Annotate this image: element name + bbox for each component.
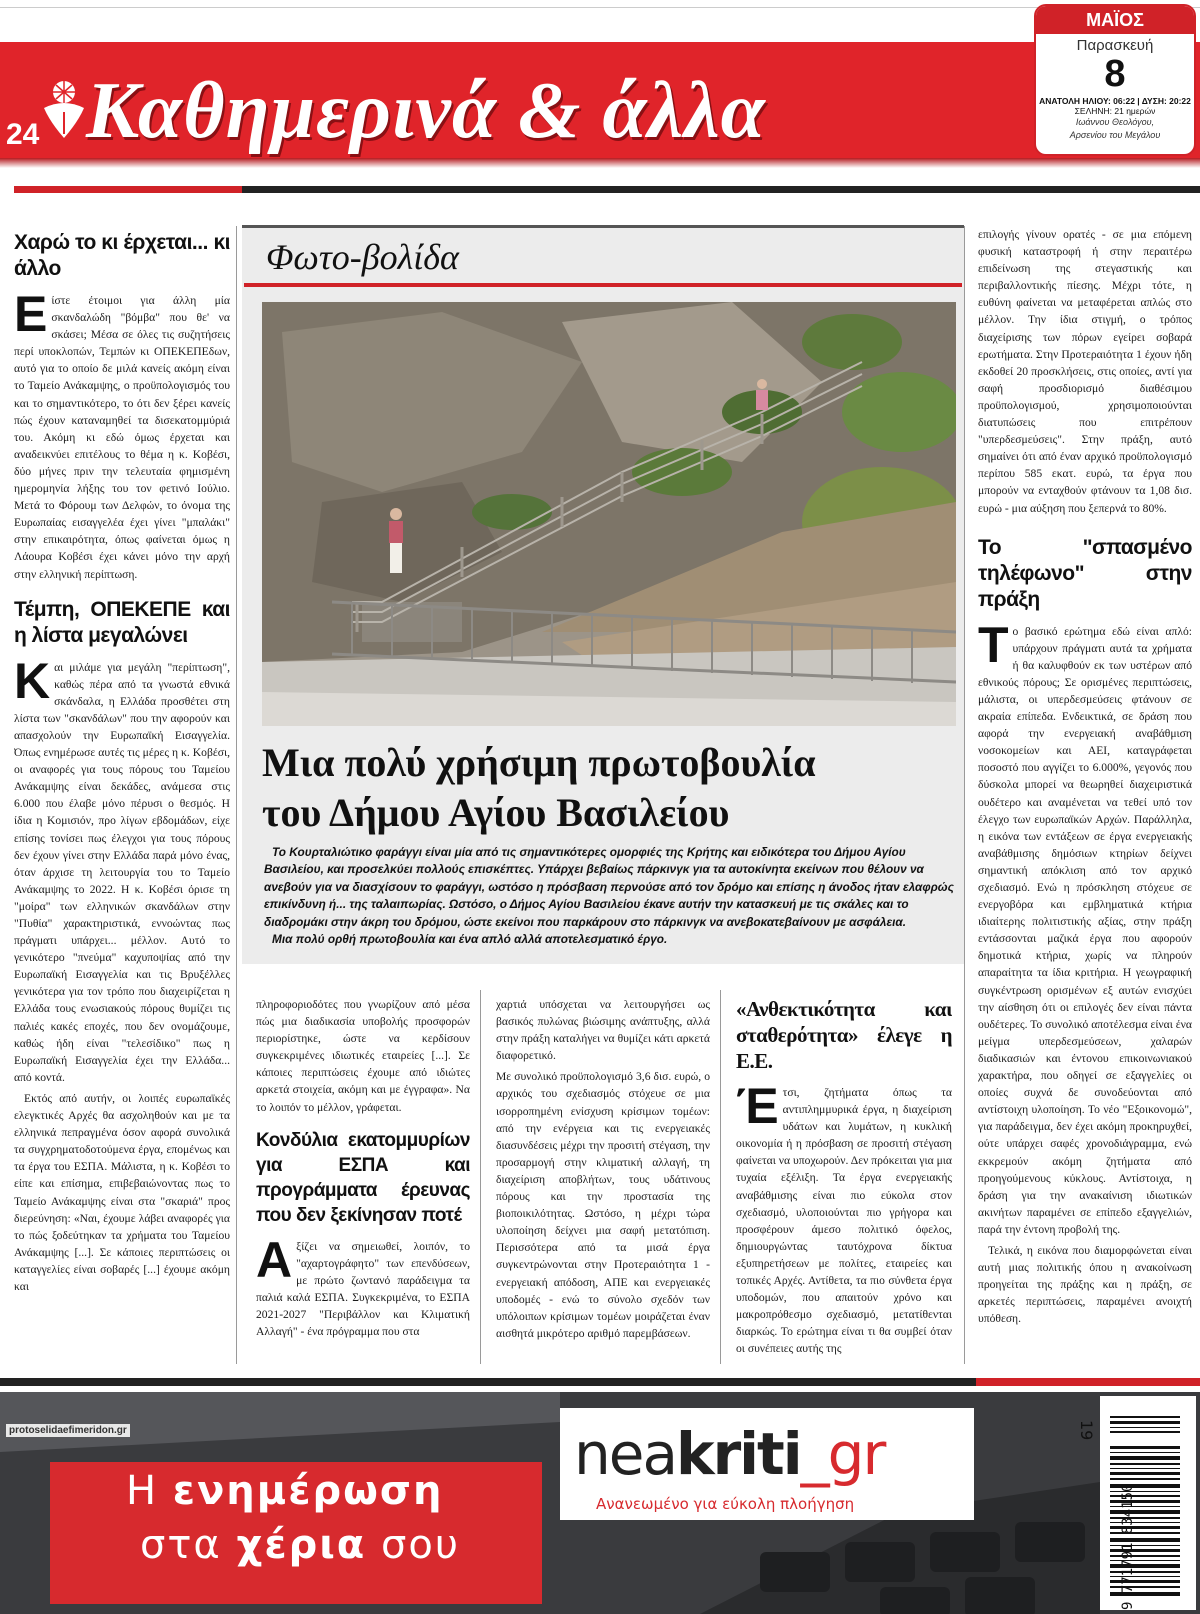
feature-lead: [264, 844, 958, 948]
column-b-heading: Κονδύλια εκατομμυρίων για ΕΣΠΑ και προγράμματα έρευνας που δεν ξεκίνησαν ποτέ: [256, 1129, 470, 1226]
column-divider: [720, 990, 721, 1364]
column-c-para-2: Με συνολικό προϋπολογισμό 3,6 δισ. ευρώ, ο αρχικός του σχεδιασμός στόχευε σε μια ισορροπημένη ενίσχυση κρίσιμων τομέων: από την ενέργεια και τις ενεργειακές διασυνδέσεις μέχρι την προσιτή στέγαση, την προσαρμογή στην κλιματική αλλαγή, τη διαχείριση αποβλήτων, τους υδάτινους πόρους και την προστασία της βιοποικιλότητας. Ωστόσο, η μέχρι τώρα υλοποίηση δείχνει μια σαφή μετατόπιση. Περισσότερα από τα μισά έργα συγκεντρώνονται στην Προτεραιότητα 1 - ενεργειακή απόδοση, ΑΠΕ και ενεργειακές υποδομές - ενώ το σύνολο σχεδόν των υπόλοιπων κρίσιμων τομέων μοιράζεται έναν αισθητά μικρότερο αριθμό παρεμβάσεων.: [496, 1070, 710, 1340]
page-number: 24: [6, 118, 40, 151]
column-c-para-1: χαρτιά υπόσχεται να λειτουργήσει ως βασικός πυλώνας βιώσιμης ανάπτυξης, αλλά στην πράξη καταλήγει να θυμίζει κάτι αρκετά διαφορετικό.: [496, 998, 710, 1063]
dropcap: Ε: [14, 286, 48, 342]
top-strip: [0, 0, 1200, 8]
date-saints-1: Ιωάννου Θεολόγου,: [1075, 117, 1155, 127]
dropcap: Έ: [736, 1078, 779, 1134]
feature-kicker: Φωτο-βολίδα: [266, 237, 459, 277]
left-para-1: Είστε έτοιμοι για άλλη μία σκανδαλώδη "βόμβα" που θε' να σκάσει; Μέσα σε όλες τις συζητήσεις περί υποκλοπών, Τεμπών κι ΟΠΕΚΕΠΕδων, αυτό για το οποίο δε μιλά κανείς ακόμη είναι το Ταμείο Ανάκαμψης, ο προϋπολογισμός του και το σημαντικότερο, το ότι δεν ξέρει κανείς πώς έχουν καταναμηθεί τα δισεκατομμύριά του. Ακόμη κι εδώ όμως έρχεται και αναδεικνύει επιτέλους το θέμα η κ. Κοβέσι, δύο μήνες πριν την τελευταία φημισμένη ημερομηνία λήξης του τον φετινό Ιούλιο. Μετά το Φόρουμ των Δελφών, το όνομα της Ευρωπαίας εισαγγελέα έχει γίνει "μπαλάκι" στην επικαιρότητα, όπως φαίνεται όμως η Λάουρα Κοβέσι έχει κάνει μόνο την αρχή στην ελληνική περίπτωση.: [14, 286, 230, 581]
right-column: [978, 226, 1192, 1364]
left-heading-1: Χαρώ το κι έρχεται... κι άλλο: [14, 231, 230, 280]
column-b: [256, 996, 470, 1364]
feature-kicker-rule: [244, 283, 962, 287]
left-column: [14, 226, 230, 1362]
right-para-1: επιλογής γίνουν ορατές - σε μια επόμενη φυσική καταστροφή ή στην περαιτέρω επιδείνωση της στεγαστικής και περιβαλλοντικής πίεσης. Μέχρι τότε, η ευθύνη φαίνεται να μεταφέρεται απλώς στο μέλλον. Την ίδια στιγμή, ο τρόπος διαχείρισης των πόρων εγείρει σοβαρά ερωτήματα. Στην Προτεραιότητα 1 έχουν ήδη εκδοθεί 20 προσκλήσεις, στις οποίες, αντί για σαφή προσδιορισμό διαθέσιμου προϋπολογισμού, χρησιμοποιούνται διατυπώσεις που επιτρέπουν "υπερδεσμεύσεις". Στην πράξη, αυτό σημαίνει ότι από έναν αρχικό προϋπολογισμό περίπου 585 εκατ. ευρώ, τα έργα που μπορούν να ενταχθούν φτάνουν τα 1,08 δισ. ευρώ - μια αύξηση που ξεπερνά το 80%.: [978, 228, 1192, 515]
date-weekday: Παρασκευή: [1076, 37, 1154, 54]
bottom-rule-red: [976, 1378, 1200, 1386]
dropcap: Τ: [978, 616, 1009, 673]
left-para-3: Εκτός από αυτήν, οι λοιπές ευρωπαϊκές ελεγκτικές Αρχές θα ασχοληθούν και με τα ελληνικά πεπραγμένα όσον αφορά συνολικά τα συγχρηματοδοτούμενα έργα, επομένως και τα έργα του ΕΣΠΑ. Μάλιστα, η κ. Κοβέσι το είπε και επίσημα, επιβεβαιώνοντας πως το Ταμείο Ανάκαμψης είναι στα "σκαριά" προς διερεύνηση: «Ναι, έχουμε λάβει αναφορές για το πώς ξοδεύτηκαν τα χρήματα του Ταμείου Ανάκαμψης [...]. Σε κάποιες περιπτώσεις οι καταγγελίες είναι σοβαρές [...] έχουμε ακόμη και: [14, 1091, 230, 1293]
feature-headline: [262, 738, 956, 838]
feature-lead-para-1: Το Κουρταλιώτικο φαράγγι είναι μία από τις σημαντικότερες ομορφιές της Κρήτης και ειδικότερα του Δήμου Αγίου Βασιλείου, και προσελκύει πολλούς επισκέπτες. Υπάρχει βεβαίως πάρκινγκ για τα αυτοκίνητα εκείνων που θέλουν να ανεβούν για να διασχίσουν το φαράγγι, ωστόσο η πρόσβαση περνούσε από τον δρόμο και επίσης η άνοδος ήταν ελαφρώς επικίνδυνη ή... της ταλαιπωρίας. Ωστόσο, ο Δήμος Αγίου Βασιλείου έκανε αυτήν την κατασκευή με τις σκάλες και το διαδρομάκι στην άκρη του δρόμου, ώστε εκείνοι που παρκάρουν στο πάρκινγκ να ανεβοκατεβαίνουν με ασφάλεια.: [264, 845, 954, 929]
pen-quill-icon: [38, 78, 90, 140]
column-divider: [964, 226, 965, 1364]
gorge-staircase-photo: [262, 302, 956, 726]
right-heading: Το "σπασμένο τηλέφωνο" στην πράξη: [978, 535, 1192, 611]
section-rule-dark: [242, 186, 1200, 193]
date-saints-2: Αρσενίου του Μεγάλου: [1069, 130, 1161, 140]
feature-headline-line-2: του Δήμου Αγίου Βασιλείου: [262, 790, 730, 835]
section-rule-red: [14, 186, 242, 193]
right-para-2: Το βασικό ερώτημα εδώ είναι απλό: υπάρχουν πράγματι αυτά τα χρήματα ή θα καλυφθούν εκ των υστέρων από εθνικούς πόρους; Σε ορισμένες περιπτώσεις, μάλιστα, οι υπερδεσμεύσεις φτάνουν σε ακραία επίπεδα. Ενδεικτικά, σε δράση που αφορά την ενεργειακή αναβάθμιση νοσοκομείων και ΑΕΙ, καταγράφεται ποσοστό που αγγίζει το 6.000%, γεγονός που δύσκολα μπορεί να θεωρηθεί διαχειριστικά ουδέτερο και αναμένεται να τεθεί υπό τον έλεγχο των ευρωπαϊκών Αρχών. Παράλληλα, η εικόνα των εντάξεων σε έργα ενεργειακής αναβάθμισης δημόσιων κτηρίων δείχνει σημαντική απόκλιση από τον αρχικό σχεδιασμό. Ενώ η πρόσκληση στόχευε σε ενεργοβόρα και εμβληματικά κτήρια ιδιαίτερης πολιτιστικής αξίας, στην πράξη εντάσσονται μαζικά έργα που αφορούν δημοτικά κτήρια, χωρίς να πληρούν απαραίτητα τα ίδια κριτήρια. Η γεωγραφική συγκέντρωση ορισμένων εξ αυτών ενισχύει την αίσθηση ότι οι επιλογές δεν είναι πάντα ουδέτερες. Το συνολικό αποτέλεσμα είναι ένα μείγμα υπερδεσμεύσεων, χαλαρών διαδικασιών και έντονου επικοινωνιακού χαρακτήρα, που οδηγεί σε εξαγγελίες οι οποίες συχνά δε συνοδεύονται από αντίστοιχη υλοποίηση. Το νέο "Εξοικονομώ", για παράδειγμα, δεν έχει ακόμη προκηρυχθεί, ούτε υπάρχει σαφές χρονοδιάγραμμα, ενώ εκκρεμούν ακόμη ζητήματα από προηγούμενους κύκλους. Αντίστοιχα, η δράση για την ανακαίνιση ιδιωτικών ακινήτων παραμένει σε επίπεδο εξαγγελιών, παρά την έντονη προβολή της.: [978, 616, 1192, 1236]
column-divider: [236, 226, 237, 1364]
dropcap: Α: [256, 1231, 293, 1288]
barcode-digits: 9 771791 834150: [1120, 1483, 1136, 1610]
date-day: 8: [1104, 53, 1126, 95]
date-moon: ΣΕΛΗΝΗ: 21 ημερών: [1074, 106, 1156, 116]
advert-site-label: protoselidaefimeridon.gr: [6, 1424, 130, 1437]
column-d-para-1: Έτσι, ζητήματα όπως τα αντιπλημμυρικά έργα, η διαχείριση υδάτων και λυμάτων, η κυκλική οικονομία ή η πρόσβαση σε προσιτή στέγαση φαίνεται να υποχωρούν. Δεν πρόκειται για μια τυχαία εξέλιξη. Τα έργα ενεργειακής αναβάθμισης είναι πιο εύκολα στον σχεδιασμό, υλοποιούνται πιο γρήγορα και προσφέρουν άμεσο πολιτικό όφελος, δημιουργώντας ταυτόχρονα δίκτυα εξυπηρετήσεων με πολίτες, εταιρείες και τοπικές Αρχές. Αντίθετα, τα πιο σύνθετα έργα υποδομών, που απαιτούν χρόνο και μακροπρόθεσμο σχεδιασμό, μετατίθενται διαρκώς. Το ερώτημα είναι τι θα συμβεί όταν οι συνέπειες αυτής της: [736, 1078, 952, 1356]
column-d-heading: «Ανθεκτικότητα και σταθερότητα» έλεγε η Ε.Ε.: [736, 997, 952, 1073]
column-b-para-2: Αξίζει να σημειωθεί, λοιπόν, το "αχαρτογράφητο" των επενδύσεων, με πρώτο ζωντανό παράδειγμα τα παλιά καλά ΕΣΠΑ. Συγκεκριμένα, το ΕΣΠΑ 2021-2027 "Περιβάλλον και Κλιματική Αλλαγή" - ένα πρόγραμμα που στα: [256, 1231, 470, 1339]
column-divider: [480, 990, 481, 1364]
left-heading-2: Τέμπη, ΟΠΕΚΕΠΕ και η λίστα μεγαλώνει: [14, 597, 230, 647]
barcode-icon: [1100, 1396, 1196, 1610]
right-para-3: Τελικά, η εικόνα που διαμορφώνεται είναι αυτή μιας πολιτικής όπου η ανακοίνωση προηγείται της πράξης και η πράξη, σε αρκετές περιπτώσεις, παραμένει ανοιχτή υπόθεση.: [978, 1243, 1192, 1326]
column-c: [496, 996, 710, 1364]
advert-slogan-line-1: Η ενημέρωση: [126, 1468, 444, 1514]
advert-slogan-line-2: στα χέρια σου: [140, 1522, 460, 1568]
column-d: [736, 996, 952, 1364]
date-sun-times: ΑΝΑΤΟΛΗ ΗΛΙΟΥ: 06:22 | ΔΥΣΗ: 20:22: [1039, 96, 1191, 106]
feature-lead-para-2: Μια πολύ ορθή πρωτοβουλία και ένα απλό αλλά αποτελεσματικό έργο.: [272, 932, 668, 947]
issue-number: 19: [1077, 1420, 1096, 1441]
neakriti-logo: neakriti_gr: [574, 1420, 885, 1488]
left-para-2: Και μιλάμε για μεγάλη "περίπτωση", καθώς πέρα από τα γνωστά εθνικά σκάνδαλα, η Ελλάδα προσθέτει στη λίστα των "σκανδάλων" που την αφορούν και απασχολούν την Ευρωπαϊκή Εισαγγελία. Όπως ενημέρωσε αυτές τις μέρες η κ. Κοβέσι, οι αναφορές για τους πόρους του Ταμείου Ανάκαμψης είναι δεκάδες, ανάμεσα στις 6.000 που έλαβε μόνο πέρυσι ο θεσμός. Η ίδια η Κομισιόν, προ λίγων εβδομάδων, είχε επίσης τονίσει πως έλεγχοι για τους πόρους δεν έχουν γίνει στην Ελλάδα παρά μόνο ένας, όταν άρχισε τη λειτουργία του το Ταμείο Ανάκαμψης το 2022. Η κ. Κοβέσι όρισε τη "μοίρα" των ελληνικών σκανδάλων στην "Πυθία" χαρακτηριστικά, εννοώντας πως πράγματι υπάρχει... μέλλον. Αυτό το γενικότερο "πνεύμα" καχυποψίας από την Ευρωπαϊκή Εισαγγελία και τις Βρυξέλλες γενικότερα για τον τρόπο που διαχειρίζεται η Ελλάδα τους ενωσιακούς πόρους θυμίζει τις παλιές κακές εποχές, που δεν ονομάζουμε, καθώς ήδη είναι "τελεσίδικο" πως η Ευρωπαϊκή Εισαγγελία έχει την Ελλάδα... από κοντά.: [14, 652, 230, 1084]
date-month: ΜΑΪΟΣ: [1036, 6, 1194, 34]
masthead-shadow: [0, 158, 1200, 168]
column-b-para-1: πληροφοριοδότες που γνωρίζουν από μέσα πώς μια διαδικασία υποβολής προσφορών περιορίστηκε, ώστε να κερδίσουν συγκεκριμένες ιδιωτικές εταιρείες [...]. Σε κάποιες περιπτώσεις έχουμε από ιδιώτες αρκετά στοιχεία, ακόμη και με έγγραφα». Να το λοιπόν το μέλλον, γράφεται.: [256, 998, 470, 1114]
feature-headline-line-1: Μια πολύ χρήσιμη πρωτοβουλία: [262, 740, 816, 785]
dropcap: Κ: [14, 652, 51, 709]
masthead-title: Καθημερινά & άλλα: [86, 67, 766, 155]
advert-tagline: Ανανεωμένο για εύκολη πλοήγηση: [596, 1495, 855, 1513]
date-box: [1034, 4, 1196, 156]
